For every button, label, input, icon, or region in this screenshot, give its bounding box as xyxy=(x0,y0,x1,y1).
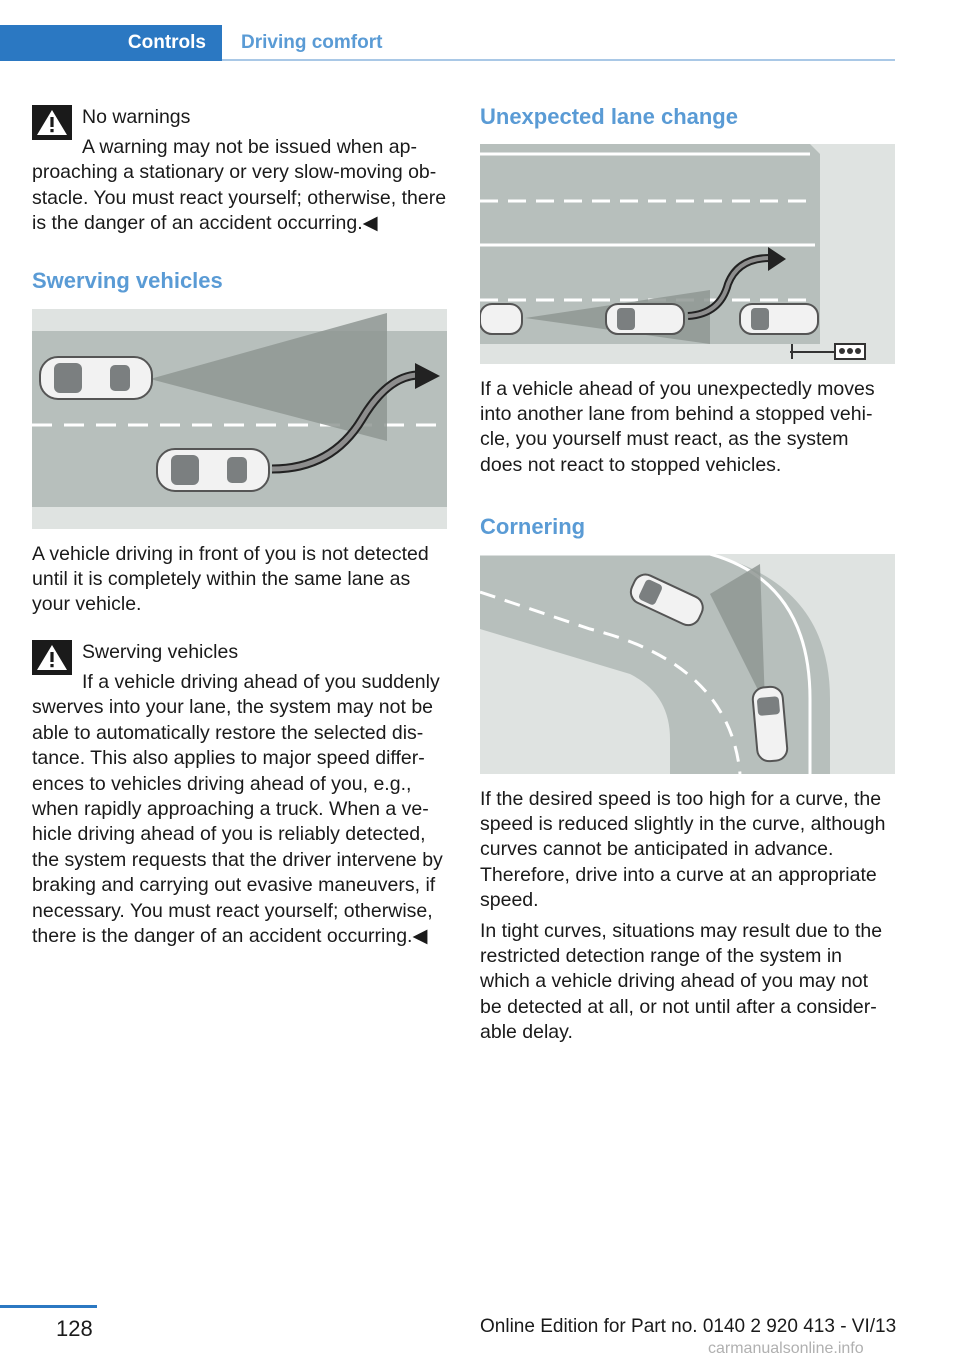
figure-swerving-vehicles xyxy=(32,309,447,529)
page-header xyxy=(0,25,895,61)
header-rule xyxy=(222,59,895,61)
section-tab-controls: Controls xyxy=(0,25,222,61)
figure-unexpected-lane-change xyxy=(480,144,895,364)
paragraph-cornering-1: If the desired speed is too high for a curve, the speed is reduced slightly in the curve, although curves cannot be anticipated in advance. Therefore, drive into a curve at an appropriate speed. xyxy=(480,788,886,911)
heading-unexpected-lane-change: Unexpected lane change xyxy=(480,104,738,129)
footer-rule xyxy=(0,1305,97,1308)
heading-cornering: Cornering xyxy=(480,514,586,539)
page-number: 128 xyxy=(56,1316,93,1341)
warning-title: No warnings xyxy=(82,106,191,128)
section-tab-driving-comfort: Driving comfort xyxy=(241,32,383,53)
watermark: carmanualsonline.info xyxy=(708,1340,864,1357)
figure-cornering xyxy=(480,554,895,774)
paragraph-lane-change: If a vehicle ahead of you unexpectedly moves into another lane from behind a stopped vehicle, you yourself must react, as the system does not react to stopped vehicles. xyxy=(480,378,875,476)
warning-title: Swerving vehicles xyxy=(82,641,239,663)
heading-swerving-vehicles: Swerving vehicles xyxy=(32,268,223,293)
warning-text: A warning may not be issued when approaching a stationary or very slow-moving obstacle. You must react yourself; otherwise, there is the danger of an accident occurring.◀ xyxy=(32,136,447,235)
paragraph-cornering-2: In tight curves, situations may result due to the restricted detection range of the system in which a vehicle driving ahead of you may not be detected at all, or not until after a considerable delay. xyxy=(480,920,883,1043)
warning-text: If a vehicle driving ahead of you suddenly swerves into your lane, the system may not be able to automatically restore the selected distance. This also applies to major speed differences to vehicles driving ahead of you, e.g., when rapidly approaching a truck. When a vehicle driving ahead of you is reliably detected, the system requests that the driver intervene by braking and carrying out evasive maneuvers, if necessary. You must react yourself; otherwise, there is the danger of an accident occurring.◀ xyxy=(32,671,443,948)
edition-note: Online Edition for Part no. 0140 2 920 413 - VI/13 xyxy=(480,1316,897,1337)
paragraph-swerving: A vehicle driving in front of you is not detected until it is completely within the same lane as your vehicle. xyxy=(32,543,429,616)
